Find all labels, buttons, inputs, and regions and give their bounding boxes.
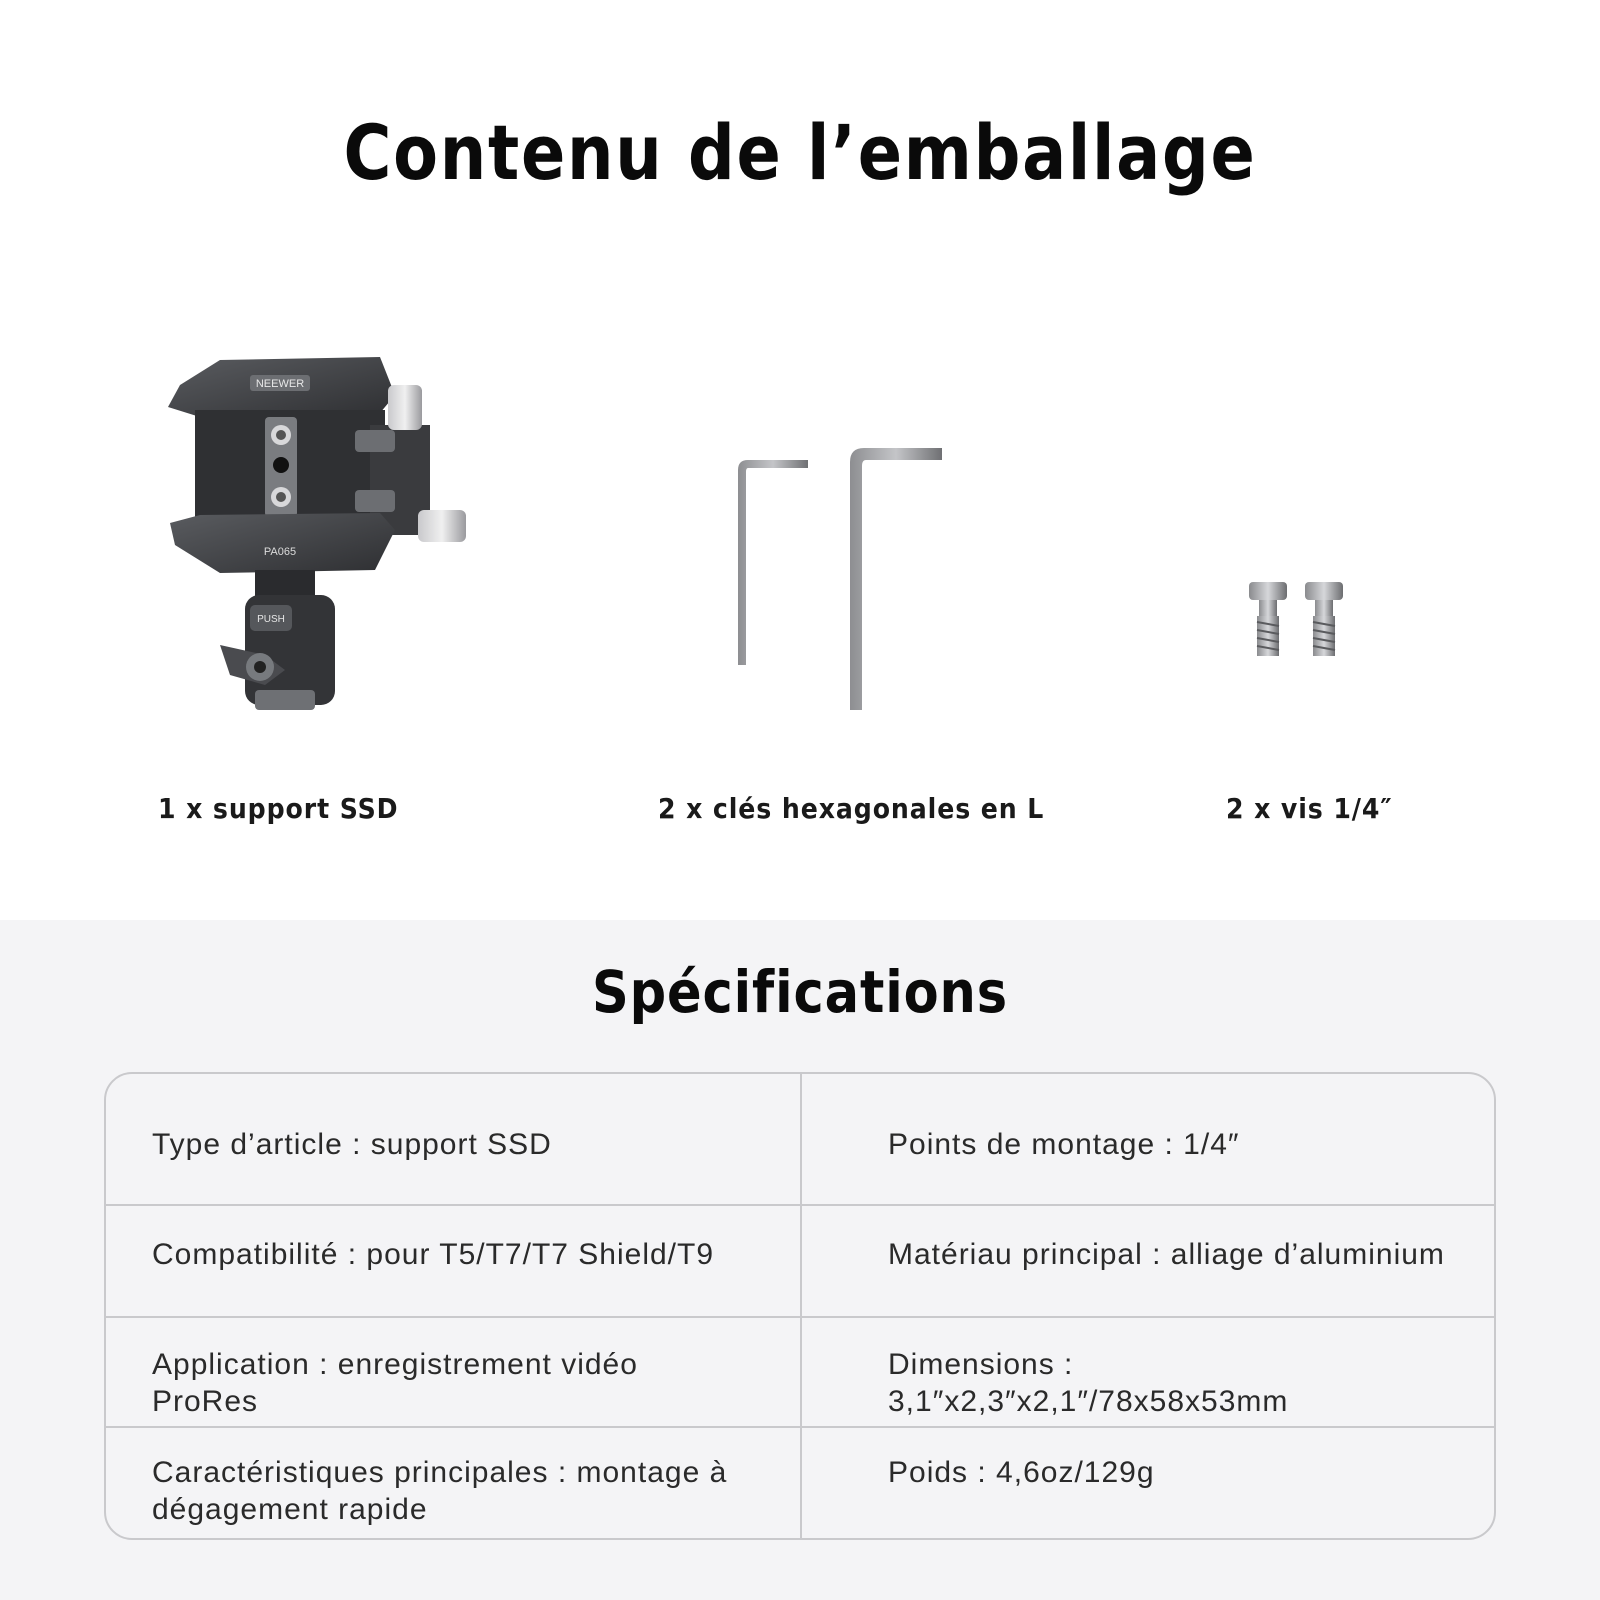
spec-compatibility: Compatibilité : pour T5/T7/T7 Shield/T9 bbox=[152, 1238, 715, 1271]
package-title: Contenu de l’emballage bbox=[343, 108, 1257, 197]
item-caption-hex-keys: 2 x clés hexagonales en L bbox=[658, 792, 1045, 825]
spec-mount-points: Points de montage : 1/4″ bbox=[888, 1128, 1240, 1161]
table-row bbox=[106, 1206, 1494, 1318]
table-row bbox=[106, 1428, 1494, 1540]
spec-application: Application : enregistrement vidéo ProRes bbox=[152, 1348, 638, 1418]
screw-icon bbox=[1245, 580, 1355, 660]
table-row bbox=[106, 1074, 1494, 1206]
screw-image bbox=[1245, 580, 1355, 660]
neewer-logo: NEEWER bbox=[255, 378, 305, 390]
spec-material: Matériau principal : alliage d’aluminium bbox=[888, 1238, 1445, 1271]
hex-key-icon bbox=[720, 440, 950, 715]
specs-title: Spécifications bbox=[591, 958, 1009, 1026]
hex-key-image bbox=[720, 440, 950, 715]
push-label: PUSH bbox=[257, 614, 285, 625]
spec-dimensions: Dimensions : 3,1″x2,3″x2,1″/78x58x53mm bbox=[888, 1348, 1289, 1418]
specs-table bbox=[104, 1072, 1496, 1540]
ssd-mount-image bbox=[160, 355, 480, 725]
ssd-mount-icon bbox=[160, 355, 480, 725]
item-caption-screws: 2 x vis 1/4″ bbox=[1226, 792, 1393, 825]
model-label: PA065 bbox=[263, 546, 297, 558]
spec-item-type: Type d’article : support SSD bbox=[152, 1128, 552, 1161]
spec-weight: Poids : 4,6oz/129g bbox=[888, 1456, 1155, 1489]
spec-features: Caractéristiques principales : montage à dégagement rapide bbox=[152, 1456, 728, 1526]
table-row bbox=[106, 1318, 1494, 1428]
item-caption-ssd-mount: 1 x support SSD bbox=[158, 792, 399, 825]
